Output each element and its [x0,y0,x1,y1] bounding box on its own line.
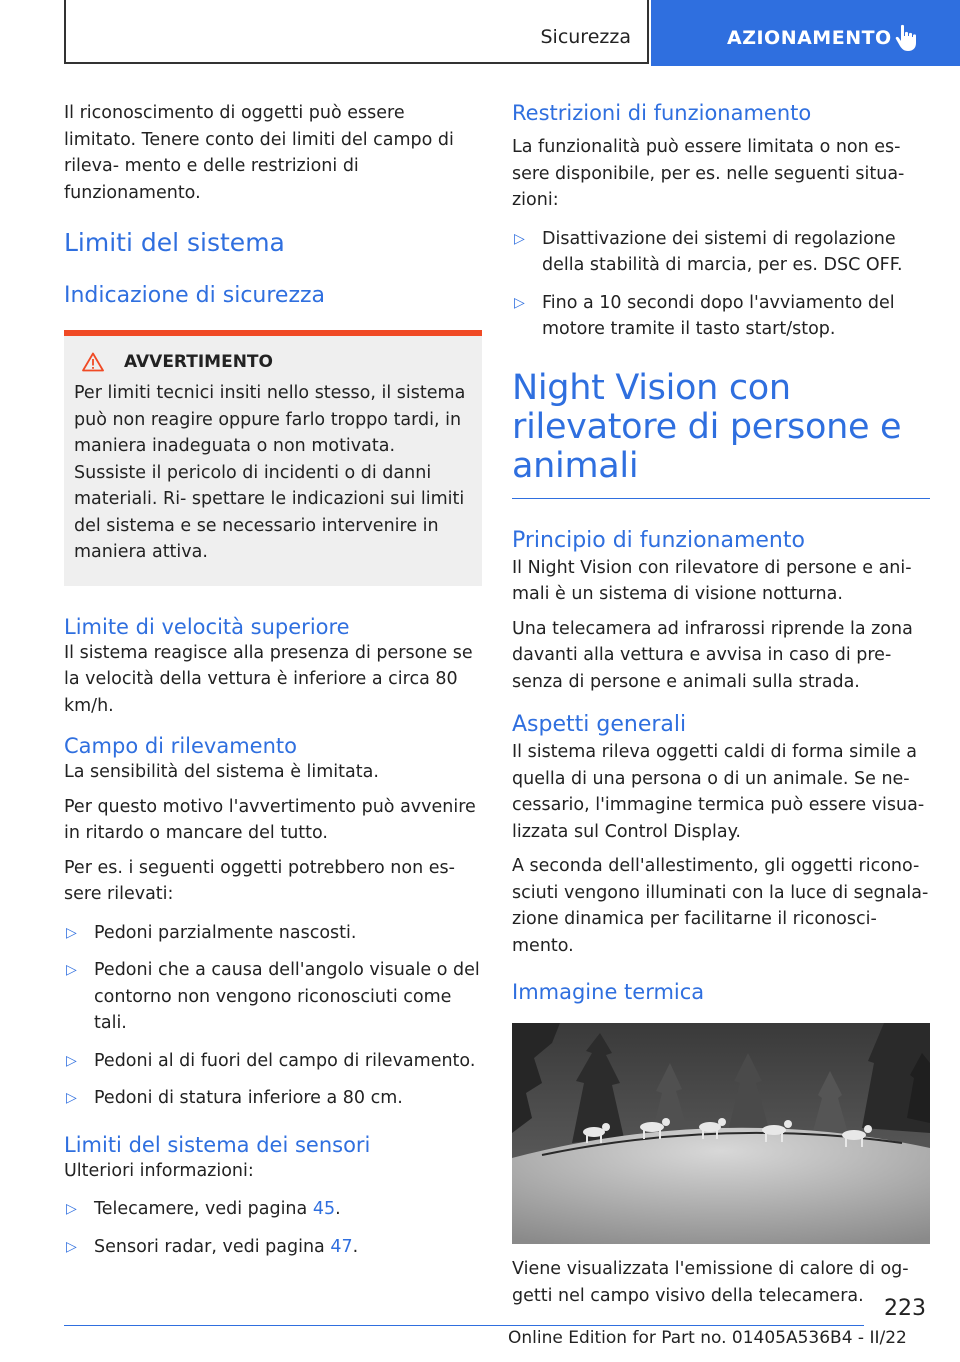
left-column [64,100,482,1271]
header-chapter-tab [651,0,960,66]
triangle-bullet-icon: ▷ [66,924,77,941]
triangle-bullet-icon: ▷ [66,1052,77,1069]
range-paragraph-3: Per es. i seguenti oggetti potrebbero non es- sere rilevati: [64,857,455,904]
principle-paragraph-2: Una telecamera ad infrarossi riprende la zona davanti alla vettura e avvisa in caso di pre- senza di persone e animali sulla strada. [512,618,913,692]
general-paragraph-1: Il sistema rileva oggetti caldi di forma simile a quella di una persona o di un animale. Se ne- cessario, l'immagine termica può essere visua- lizzata sul Control Display. [512,742,925,842]
list-item: ▷ Pedoni parzialmente nascosti. [64,920,482,947]
triangle-bullet-icon: ▷ [514,230,525,247]
sensor-list [64,1196,482,1260]
range-list [64,920,482,1112]
triangle-bullet-icon: ▷ [66,962,77,978]
list-item: ▷ Sensori radar, vedi pagina 47. [64,1234,482,1261]
triangle-bullet-icon: ▷ [66,1238,77,1255]
chapter-title: Night Vision con rilevatore di persone e animali [512,367,902,486]
restrictions-text: La funzionalità può essere limitata o non es- sere disponibile, per es. nelle seguenti situa- zioni: [512,137,905,210]
principle-paragraph-1: Il Night Vision con rilevatore di persone e ani- mali è un sistema di visione notturna. [512,557,912,604]
range-paragraph-2: Per questo motivo l'avvertimento può avvenire in ritardo o mancare del tutto. [64,796,476,843]
triangle-bullet-icon: ▷ [66,1090,77,1106]
footer-edition: Online Edition for Part no. 01405A536B4 - II/22 [508,1328,907,1348]
header-section-tab [64,0,649,64]
triangle-bullet-icon: ▷ [66,1201,77,1217]
list-item: ▷ Disattivazione dei sistemi di regolazione della stabilità di marcia, per es. DSC OFF. [512,226,930,279]
header-chapter-label: AZIONAMENTO [727,27,892,49]
intro-paragraph: Il riconoscimento di oggetti può essere limitato. Tenere conto dei limiti del campo di rileva- mento e delle restrizioni di funzionamento. [64,103,454,203]
triangle-bullet-icon: ▷ [514,294,525,311]
right-column [512,100,930,1309]
page-link-radar[interactable]: 47 [330,1236,353,1257]
heading-general: Aspetti generali [512,712,687,737]
list-item: ▷ Pedoni che a causa dell'angolo visuale o del contorno non vengono riconosciuti come tali. [64,957,482,1037]
heading-sensor-limits: Limiti del sistema dei sensori [64,1132,371,1157]
heading-restrictions: Restrizioni di funzionamento [512,101,812,125]
heading-safety-note: Indicazione di sicurezza [64,283,326,308]
speed-text: Il sistema reagisce alla presenza di persone se la velocità della vettura è inferiore a circa 80 km/h. [64,642,473,716]
page-link-cameras[interactable]: 45 [312,1199,336,1219]
warning-title: AVVERTIMENTO [124,352,273,372]
thermal-caption: Viene visualizzata l'emissione di calore di og- getti nel campo visivo della telecamera. [512,1259,909,1306]
list-item: ▷ Fino a 10 secondi dopo l'avviamento del motore tramite il tasto start/stop. [512,290,930,343]
page-number: 223 [884,1296,926,1321]
range-paragraph-1: La sensibilità del sistema è limitata. [64,762,379,782]
heading-thermal-image: Immagine termica [512,980,705,1004]
list-item: ▷ Telecamere, vedi pagina 45. [64,1196,482,1223]
heading-speed-limit: Limite di velocità superiore [64,614,350,639]
heading-detection-range: Campo di rilevamento [64,734,297,758]
restrictions-list [512,226,930,343]
warning-text: Per limiti tecnici insiti nello stesso, il sistema può non reagire oppure farlo troppo tardi, in maniera inadeguata o non motivata. Sussiste il pericolo di incidenti o di danni materiali. Ri- spettare le indicazioni sui limiti del sistema e se necessario intervenire in maniera attiva. [74,383,466,562]
list-item: ▷ Pedoni al di fuori del campo di rilevamento. [64,1048,482,1075]
heading-system-limits: Limiti del sistema [64,228,285,257]
chapter-rule [512,498,930,499]
thermal-image [512,1023,930,1244]
general-paragraph-2: A seconda dell'allestimento, gli oggetti ricono- sciuti vengono illuminati con la luce di segnala- zione dinamica per facilitarne il riconosci- mento. [512,856,929,956]
list-item: ▷ Pedoni di statura inferiore a 80 cm. [64,1085,482,1112]
sensors-intro: Ulteriori informazioni: [64,1160,254,1181]
pointing-hand-icon [895,24,921,52]
header-section-label: Sicurezza [540,26,631,48]
warning-triangle-icon [82,352,104,372]
footer-rule [64,1325,864,1326]
warning-box [64,336,482,586]
heading-principle: Principio di funzionamento [512,527,805,553]
